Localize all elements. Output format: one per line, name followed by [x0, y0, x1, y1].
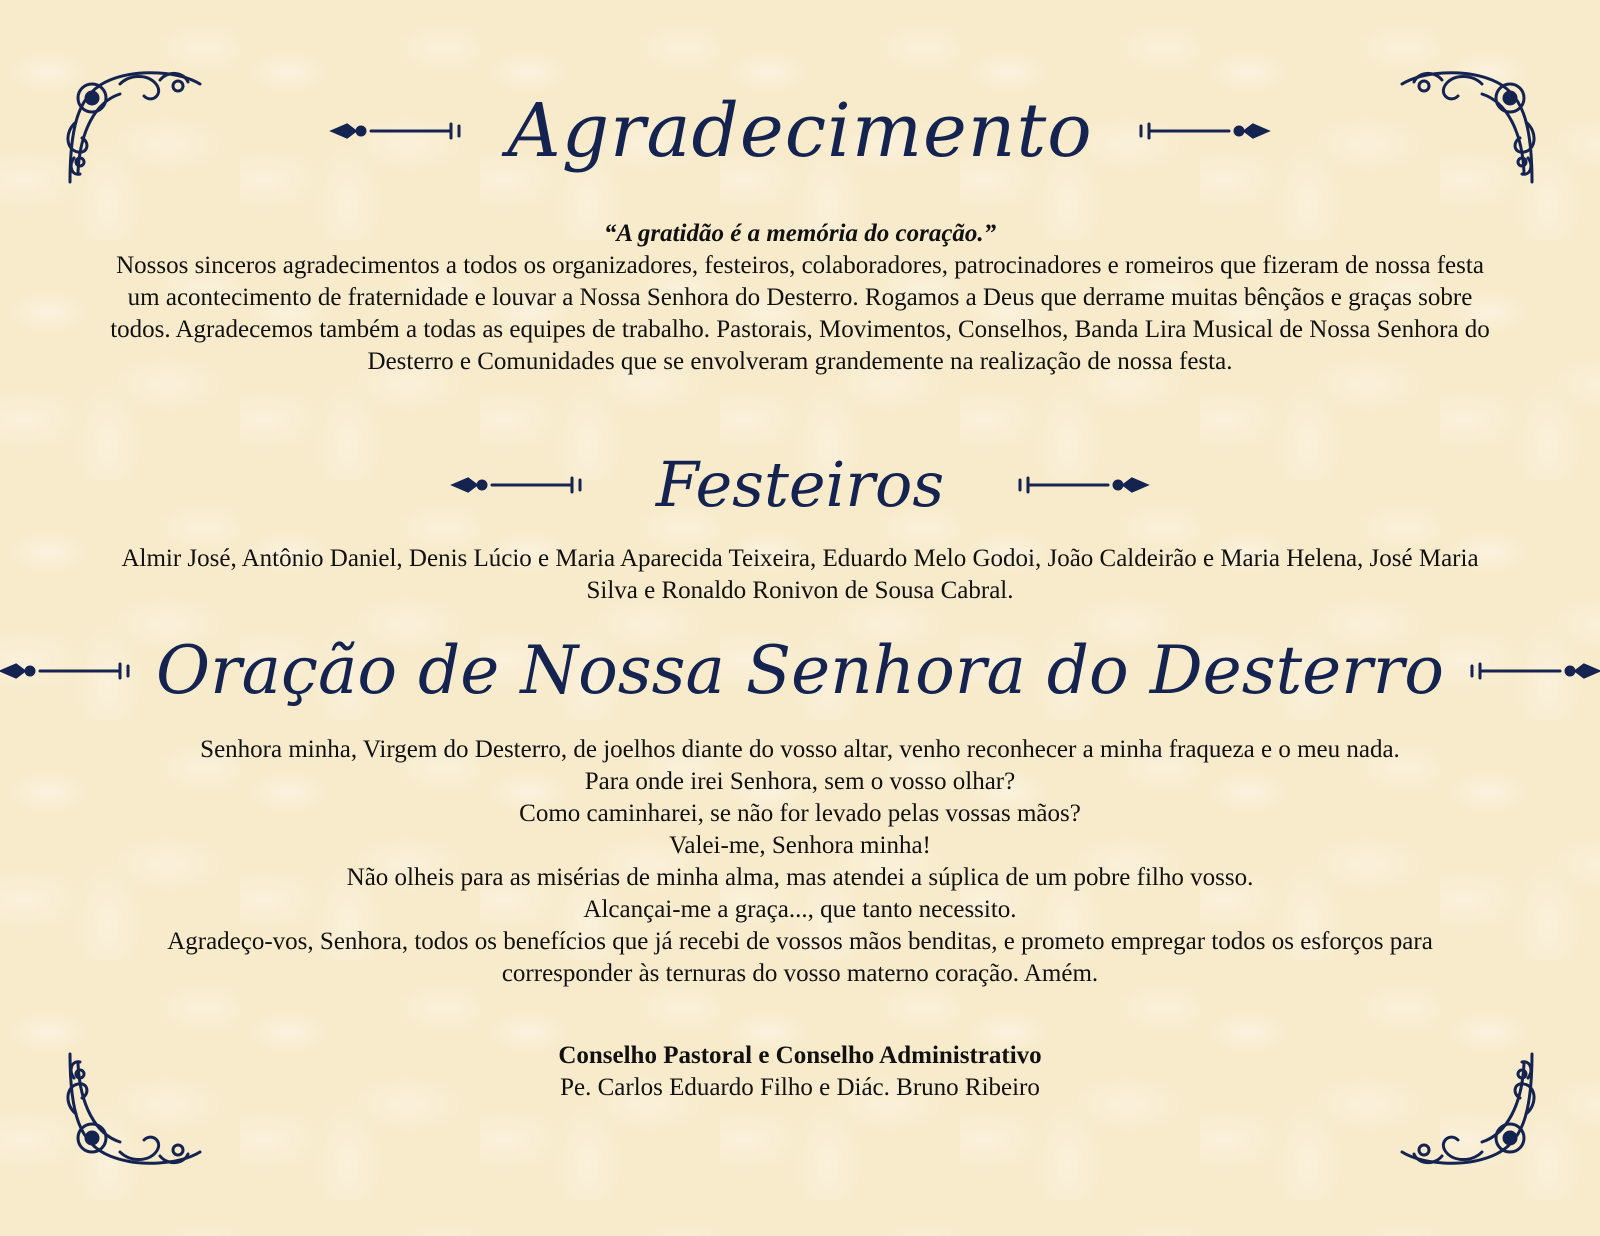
- flourish-divider-icon: [450, 470, 590, 500]
- oracao-title: Oração de Nossa Senhora do Desterro: [156, 632, 1444, 709]
- prayer-text: [100, 734, 1500, 990]
- prayer-line: Como caminharei, se não for levado pelas vossas mãos?: [519, 800, 1081, 827]
- festeiros-list: Almir José, Antônio Daniel, Denis Lúcio e Maria Aparecida Teixeira, Eduardo Melo Godoi, João Caldeirão e Maria Helena, José Maria Silva e Ronaldo Ronivon de Sousa Cabral.: [121, 545, 1479, 604]
- prayer-line: Não olheis para as misérias de minha alma, mas atendei a súplica de um pobre filho vosso.: [346, 864, 1254, 891]
- flourish-divider-icon: [1010, 470, 1150, 500]
- prayer-line: Para onde irei Senhora, sem o vosso olhar?: [584, 768, 1016, 795]
- agradecimento-heading-row: [0, 88, 1600, 174]
- flourish-divider-icon: [329, 116, 469, 146]
- agradecimento-title: Agradecimento: [507, 88, 1093, 174]
- flourish-divider-icon: [0, 656, 138, 686]
- signature-names: Pe. Carlos Eduardo Filho e Diác. Bruno Ribeiro: [560, 1074, 1040, 1101]
- prayer-line: Alcançai-me a graça..., que tanto necessito.: [583, 896, 1017, 923]
- festeiros-heading-row: [0, 448, 1600, 521]
- prayer-line: Agradeço-vos, Senhora, todos os benefícios que já recebi de vossos mãos benditas, e prometo empregar todos os esforços para corresponder às ternuras do vosso materno coração. Amém.: [167, 928, 1433, 987]
- thanks-paragraph: Nossos sinceros agradecimentos a todos os organizadores, festeiros, colaboradores, patrocinadores e romeiros que fizeram de nossa festa um acontecimento de fraternidade e louvar a Nossa Senhora do Desterro. Rogamos a Deus que derrame muitas bênçãos e graças sobre todos. Agradecemos também a todas as equipes de trabalho. Pastorais, Movimentos, Conselhos, Banda Lira Musical de Nossa Senhora do Desterro e Comunidades que se envolveram grandemente na realização de nossa festa.: [110, 252, 1490, 375]
- signature-block: [100, 1040, 1500, 1104]
- prayer-line: Valei-me, Senhora minha!: [669, 832, 931, 859]
- signature-title: Conselho Pastoral e Conselho Administrativo: [558, 1042, 1042, 1069]
- gratitude-quote: “A gratidão é a memória do coração.”: [603, 220, 997, 247]
- flourish-divider-icon: [1131, 116, 1271, 146]
- prayer-line: Senhora minha, Virgem do Desterro, de joelhos diante do vosso altar, venho reconhecer a minha fraqueza e o meu nada.: [200, 736, 1400, 763]
- festeiros-title: Festeiros: [655, 448, 945, 521]
- flourish-divider-icon: [1462, 656, 1600, 686]
- oracao-heading-row: [0, 632, 1600, 709]
